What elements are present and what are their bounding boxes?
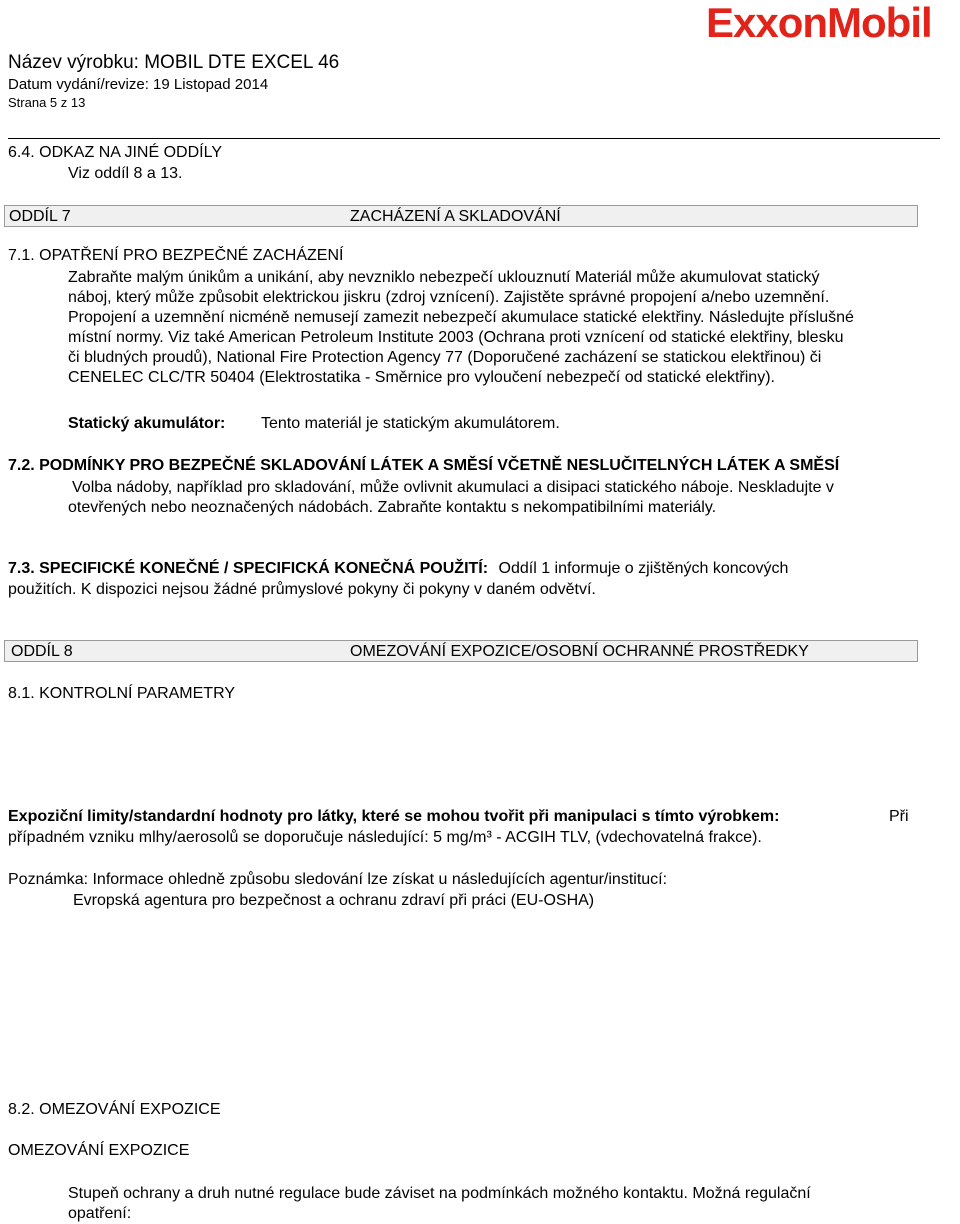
s71-line: místní normy. Viz také American Petroleum Institute 2003 (Ochrana proti vznícení od statické elektřiny, blesku [68, 329, 844, 346]
monitoring-note: Poznámka: Informace ohledně způsobu sledování lze získat u následujících agentur/institucí: [8, 871, 668, 888]
s82-title: 8.2. OMEZOVÁNÍ EXPOZICE [8, 1101, 221, 1118]
s72-line: Volba nádoby, například pro skladování, může ovlivnit akumulaci a disipaci statického náboje. Neskladujte v [72, 479, 834, 496]
s82-line: opatření: [68, 1205, 132, 1222]
s82-line: Stupeň ochrany a druh nutné regulace bude záviset na podmínkách možného kontaktu. Možná regulační [68, 1185, 811, 1202]
exposure-limits-text: Při [889, 808, 909, 825]
exxonmobil-logo: ExxonMobil [706, 0, 932, 46]
section-7-number: ODDÍL 7 [9, 208, 71, 225]
s71-line: či bludných proudů), National Fire Protection Agency 77 (Doporučené zacházení se statickou elektřinou) či [68, 349, 822, 366]
section-7-bar [4, 205, 918, 227]
page-number: Strana 5 z 13 [8, 95, 86, 110]
exposure-limits-line2: případném vzniku mlhy/aerosolů se doporučuje následující: 5 mg/m³ - ACGIH TLV, (vdechovatelná frakce). [8, 829, 762, 846]
s73-line1 [8, 560, 788, 578]
static-accumulator-label: Statický akumulátor: [68, 415, 226, 432]
s71-line: CENELEC CLC/TR 50404 (Elektrostatika - Směrnice pro vyloučení nebezpečí od statické elektřiny). [68, 369, 775, 386]
s73-title: 7.3. SPECIFICKÉ KONEČNÉ / SPECIFICKÁ KONEČNÁ POUŽITÍ: [8, 560, 489, 577]
product-name: Název výrobku: MOBIL DTE EXCEL 46 [8, 52, 340, 73]
s82-subtitle: OMEZOVÁNÍ EXPOZICE [8, 1142, 190, 1159]
revision-date: Datum vydání/revize: 19 Listopad 2014 [8, 76, 269, 93]
s72-line: otevřených nebo neoznačených nádobách. Zabraňte kontaktu s nekompatibilními materiály. [68, 499, 717, 516]
s71-line: Zabraňte malým únikům a unikání, aby nevzniklo nebezpečí uklouznutí Materiál může akumulovat statický [68, 269, 820, 286]
section-8-number: ODDÍL 8 [11, 643, 73, 660]
exposure-limits-label: Expoziční limity/standardní hodnoty pro látky, které se mohou tvořit při manipulaci s tímto výrobkem: [8, 808, 780, 825]
s64-title: 6.4. ODKAZ NA JINÉ ODDÍLY [8, 144, 222, 161]
s82-body [68, 1184, 811, 1224]
header-rule [8, 138, 940, 139]
s71-line: Propojení a uzemnění nicméně nemusejí zamezit nebezpečí akumulace statické elektřiny. Následujte příslušné [68, 309, 854, 326]
section-8-bar [4, 640, 918, 662]
static-accumulator-value: Tento materiál je statickým akumulátorem. [261, 415, 560, 432]
s72-body [68, 478, 834, 518]
section-7-title: ZACHÁZENÍ A SKLADOVÁNÍ [350, 208, 561, 225]
s64-text: Viz oddíl 8 a 13. [68, 165, 183, 182]
s81-title: 8.1. KONTROLNÍ PARAMETRY [8, 685, 236, 702]
s73-text: Oddíl 1 informuje o zjištěných koncových [498, 560, 789, 577]
s73-line2: použitích. K dispozici nejsou žádné průmyslové pokyny či pokyny v daném odvětví. [8, 581, 596, 598]
section-8-title: OMEZOVÁNÍ EXPOZICE/OSOBNÍ OCHRANNÉ PROSTŘEDKY [350, 643, 809, 660]
agency-name: Evropská agentura pro bezpečnost a ochranu zdraví při práci (EU-OSHA) [73, 892, 595, 909]
s71-title: 7.1. OPATŘENÍ PRO BEZPEČNÉ ZACHÁZENÍ [8, 247, 344, 264]
s72-title: 7.2. PODMÍNKY PRO BEZPEČNÉ SKLADOVÁNÍ LÁTEK A SMĚSÍ VČETNĚ NESLUČITELNÝCH LÁTEK A SMĚSÍ [8, 457, 840, 474]
s71-body [68, 268, 854, 388]
s71-line: náboj, který může způsobit elektrickou jiskru (zdroj vznícení). Zajistěte správné propojení a/nebo uzemnění. [68, 289, 830, 306]
